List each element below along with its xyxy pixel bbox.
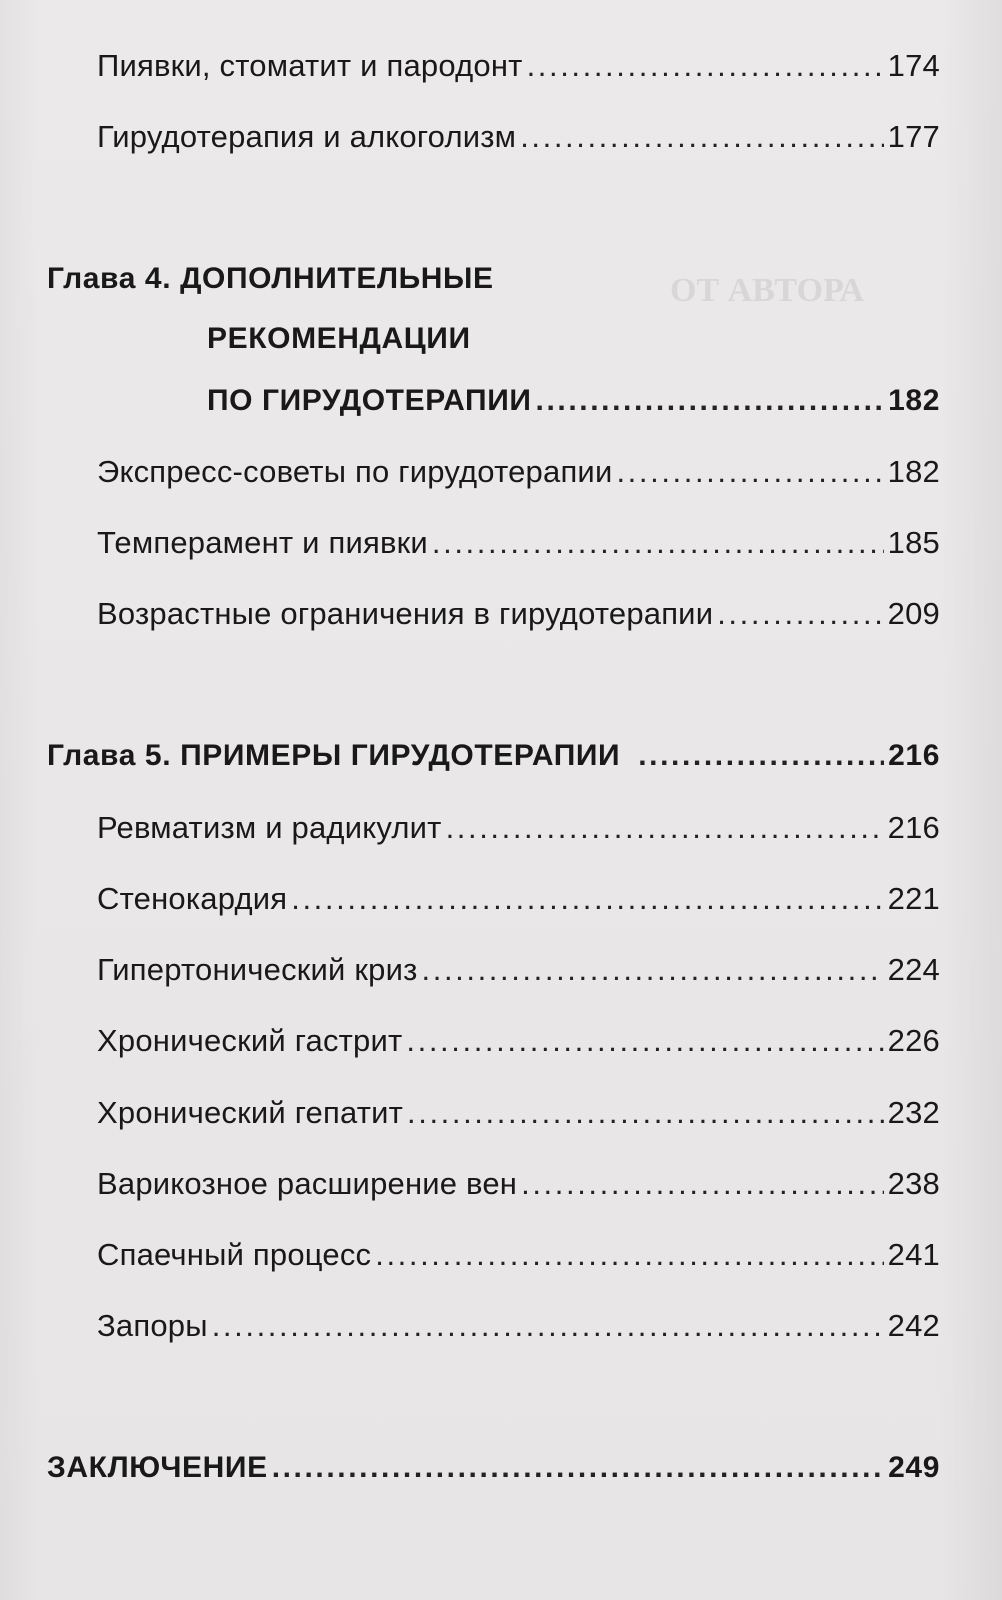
toc-entry[interactable] xyxy=(0,48,1002,92)
toc-entry-page: 209 xyxy=(887,596,940,631)
toc-entry[interactable] xyxy=(0,881,1002,925)
toc-entry-title: Темперамент и пиявки xyxy=(97,525,428,560)
dot-leader xyxy=(272,1451,884,1485)
toc-entry-page: 216 xyxy=(887,810,940,845)
toc-entry-page: 226 xyxy=(887,1023,940,1058)
dot-leader xyxy=(536,384,885,418)
toc-entry[interactable] xyxy=(0,952,1002,996)
toc-entry-title: Хронический гастрит xyxy=(97,1023,403,1058)
toc-entry[interactable] xyxy=(0,1166,1002,1210)
show-through-text: ОТ АВТОРА xyxy=(670,272,865,309)
dot-leader xyxy=(212,1308,884,1344)
chapter-5-heading: Глава 5. ПРИМЕРЫ ГИРУДОТЕРАПИИ xyxy=(47,739,621,772)
toc-entry-title: Гирудотерапия и алкоголизм xyxy=(97,119,517,154)
toc-entry[interactable] xyxy=(0,1095,1002,1139)
dot-leader xyxy=(520,119,883,155)
toc-entry[interactable] xyxy=(0,1237,1002,1281)
toc-entry-title: Варикозное расширение вен xyxy=(97,1166,518,1201)
toc-entry-page: 232 xyxy=(887,1095,940,1130)
chapter-4-heading-line2: РЕКОМЕНДАЦИИ xyxy=(207,322,471,355)
toc-entry-page: 242 xyxy=(887,1308,940,1343)
dot-leader xyxy=(446,810,884,846)
dot-leader xyxy=(407,1095,884,1131)
dot-leader xyxy=(422,952,884,988)
toc-entry-page: 174 xyxy=(887,48,940,83)
toc-entry-title: Экспресс-советы по гирудотерапии xyxy=(97,454,613,489)
toc-entry[interactable] xyxy=(0,1308,1002,1352)
dot-leader xyxy=(432,525,884,561)
toc-entry-title: Спаечный процесс xyxy=(97,1237,372,1272)
toc-entry[interactable] xyxy=(0,525,1002,569)
toc-entry-page: 177 xyxy=(887,119,940,154)
toc-entry-title: Возрастные ограничения в гирудотерапии xyxy=(97,596,714,631)
toc-entry-title: Гипертонический криз xyxy=(97,952,418,987)
dot-leader xyxy=(527,48,884,84)
toc-entry-page: 238 xyxy=(887,1166,940,1201)
conclusion-entry[interactable] xyxy=(0,1451,1002,1495)
chapter-4-page: 182 xyxy=(888,384,940,417)
toc-entry[interactable] xyxy=(0,1023,1002,1067)
dot-leader xyxy=(406,1023,883,1059)
dot-leader xyxy=(291,881,883,917)
conclusion-page: 249 xyxy=(888,1451,940,1484)
toc-entry-page: 185 xyxy=(887,525,940,560)
toc-entry-page: 241 xyxy=(887,1237,940,1272)
chapter-5-page: 216 xyxy=(888,739,940,772)
dot-leader xyxy=(717,596,883,632)
chapter-5-entry[interactable] xyxy=(0,739,1002,783)
toc-entry-page: 224 xyxy=(887,952,940,987)
toc-entry-page: 182 xyxy=(887,454,940,489)
dot-leader xyxy=(375,1237,883,1273)
conclusion-heading: ЗАКЛЮЧЕНИЕ xyxy=(47,1451,268,1484)
dot-leader xyxy=(638,739,884,773)
toc-entry-title: Запоры xyxy=(97,1308,208,1343)
toc-entry[interactable] xyxy=(0,810,1002,854)
toc-entry-page: 221 xyxy=(887,881,940,916)
toc-entry-title: Пиявки, стоматит и пародонт xyxy=(97,48,523,83)
toc-entry-title: Ревматизм и радикулит xyxy=(97,810,442,845)
toc-entry-title: Хронический гепатит xyxy=(97,1095,404,1130)
chapter-4-heading[interactable]: Глава 4. ДОПОЛНИТЕЛЬНЫЕ xyxy=(47,262,494,295)
toc-entry[interactable] xyxy=(0,119,1002,163)
dot-leader xyxy=(616,454,883,490)
toc-entry[interactable] xyxy=(0,596,1002,640)
toc-entry-title: Стенокардия xyxy=(97,881,288,916)
chapter-4-heading-line3: ПО ГИРУДОТЕРАПИИ xyxy=(207,384,532,417)
chapter-4-entry[interactable] xyxy=(0,384,1002,428)
dot-leader xyxy=(521,1166,884,1202)
toc-entry[interactable] xyxy=(0,454,1002,498)
